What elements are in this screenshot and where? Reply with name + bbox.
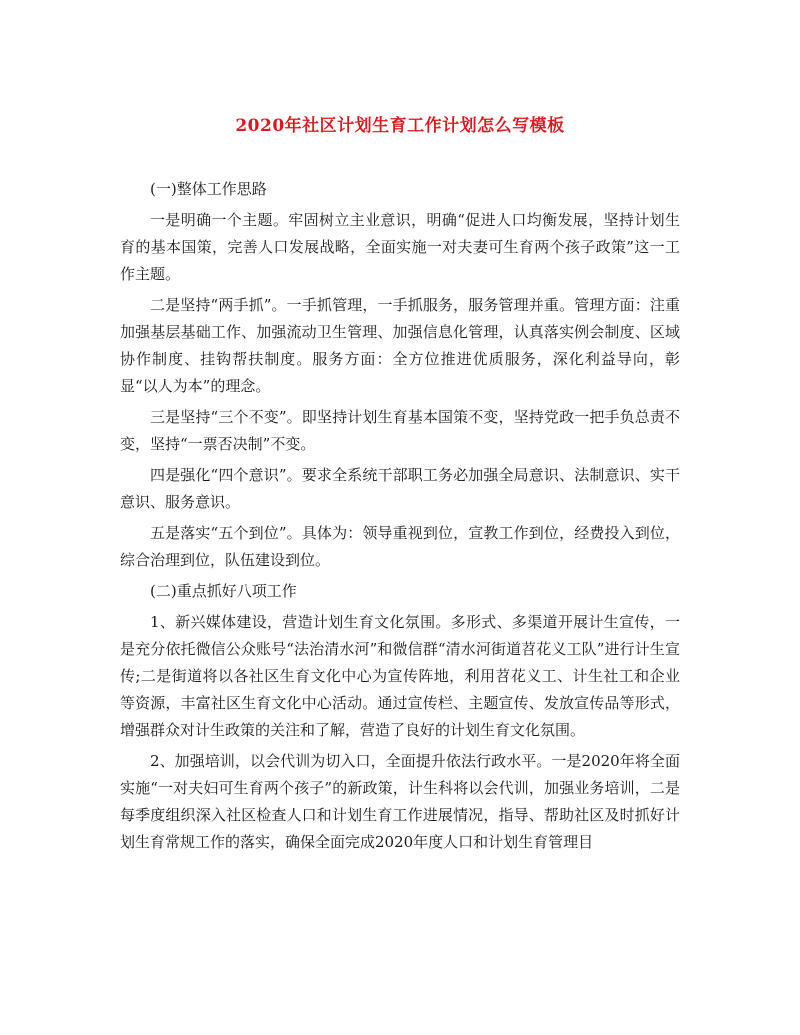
document-title: 2020年社区计划生育工作计划怎么写模板 [235, 116, 565, 136]
paragraph-task-training: 2、加强培训，以会代训为切入口，全面提升依法行政水平。一是2020年将全面实施“一对夫妇可生育两个孩子”的新政策，计生科将以会代训，加强业务培训，二是每季度组织深入社区检查人口和计划生育工作进展情况，指导、帮助社区及时抓好计划生育常规工作的落实，确保全面完成2020年度人口和计划生育管理目 [120, 752, 680, 851]
section-heading-eight-tasks: (二)重点抓好八项工作 [150, 582, 297, 600]
paragraph-four-awareness: 四是强化“四个意识”。要求全系统干部职工务必加强全局意识、法制意识、实干意识、服务意识。 [120, 466, 680, 511]
document-body [120, 176, 680, 860]
paragraph-five-in-place: 五是落实“五个到位”。具体为：领导重视到位，宣教工作到位，经费投入到位，综合治理到位，队伍建设到位。 [120, 524, 680, 569]
paragraph-one-theme: 一是明确一个主题。牢固树立主业意识，明确“促进人口均衡发展，坚持计划生育的基本国策，完善人口发展战略，全面实施一对夫妻可生育两个孩子政策”这一工作主题。 [120, 211, 680, 283]
paragraph-three-unchanged: 三是坚持“三个不变”。即坚持计划生育基本国策不变，坚持党政一把手负总责不变，坚持“一票否决制”不变。 [120, 408, 680, 453]
section-heading-overall-approach: (一)整体工作思路 [150, 180, 267, 198]
paragraph-task-media: 1、新兴媒体建设，营造计划生育文化氛围。多形式、多渠道开展计生宣传，一是充分依托微信公众账号“法治清水河”和微信群“清水河街道苕花义工队”进行计生宣传;二是街道将以各社区生育文化中心为宣传阵地，利用苕花义工、计生社工和企业等资源，丰富社区生育文化中心活动。通过宣传栏、主题宣传、发放宣传品等形式，增强群众对计生政策的关注和了解，营造了良好的计划生育文化氛围。 [120, 613, 680, 739]
paragraph-two-hands: 二是坚持“两手抓”。一手抓管理，一手抓服务，服务管理并重。管理方面：注重加强基层基础工作、加强流动卫生管理、加强信息化管理，认真落实例会制度、区域协作制度、挂钩帮扶制度。服务方面：全方位推进优质服务，深化利益导向，彰显“以人为本”的理念。 [120, 296, 680, 395]
